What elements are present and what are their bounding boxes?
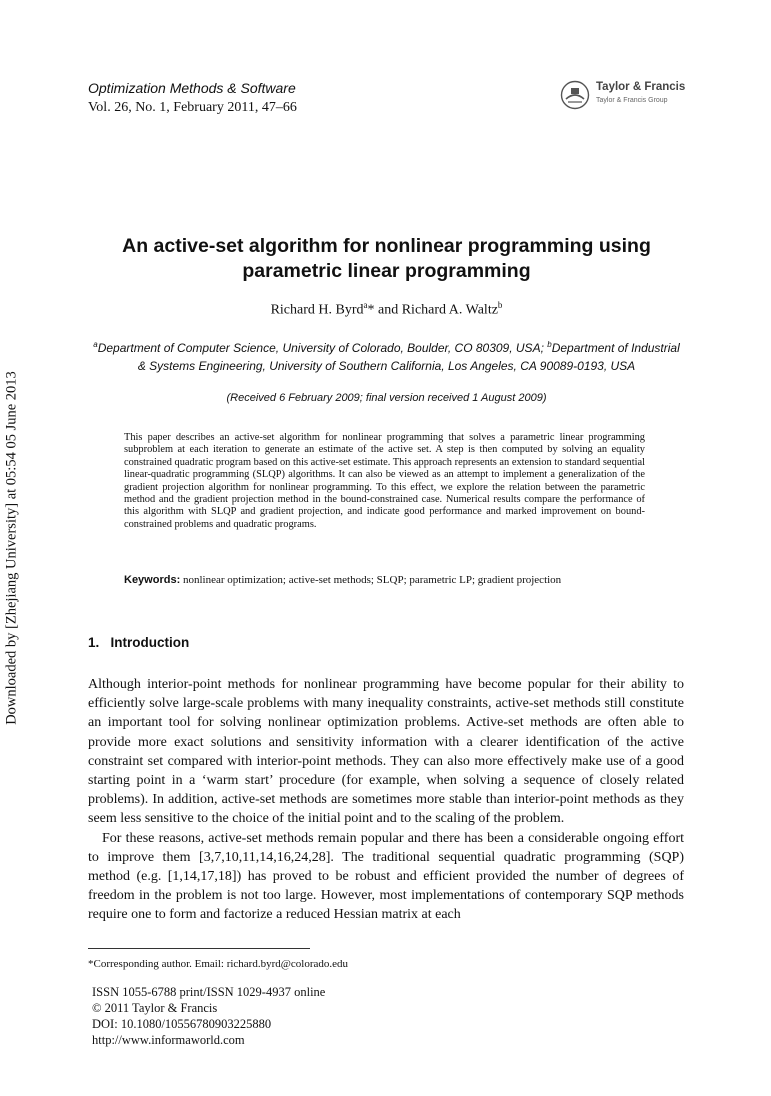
body-text xyxy=(88,675,684,925)
section-heading xyxy=(88,635,189,650)
footnote-rule xyxy=(88,948,310,949)
author-byrd-affil: a xyxy=(363,300,368,310)
keywords-text: nonlinear optimization; active-set methods; SLQP; parametric LP; gradient projection xyxy=(183,574,562,586)
corresponding-mark: * xyxy=(367,302,375,318)
author-waltz-affil: b xyxy=(497,300,503,310)
affil-b: Department of Industrial & Systems Engineering, University of Southern California, Los Angeles, CA 90089-0193, USA xyxy=(137,341,680,373)
affil-a-mark: a xyxy=(93,340,98,349)
publisher-group: Taylor & Francis Group xyxy=(596,97,668,104)
paper-title: An active-set algorithm for nonlinear programming using parametric linear programming xyxy=(122,235,651,282)
affiliations xyxy=(88,336,685,375)
affil-a: Department of Computer Science, University of Colorado, Boulder, CO 80309, USA; xyxy=(97,341,548,355)
author-byrd: Richard H. Byrd xyxy=(270,302,364,318)
received-dates: (Received 6 February 2009; final version received 1 August 2009) xyxy=(226,392,547,404)
publisher-name: Taylor & Francis xyxy=(596,81,686,93)
issn-line: ISSN 1055-6788 print/ISSN 1029-4937 online xyxy=(92,985,326,999)
publisher-emblem-icon xyxy=(560,80,590,110)
publisher-logo xyxy=(560,80,700,114)
paragraph: For these reasons, active-set methods remain popular and there has been a considerable ongoing effort to improve them [3,7,10,11,14,16,24,28]. The traditional sequential quadratic programming (SQP) method (e.g. [1,14,17,18]) has proved to be robust and efficient provided the number of degrees of freedom in the problem is not too large. However, most implementations of contemporary SQP methods require one to form and factorize a reduced Hessian matrix at each xyxy=(88,830,684,923)
section-number: 1. xyxy=(88,635,100,650)
download-watermark: Downloaded by [Zhejiang University] at 05:54 05 June 2013 xyxy=(3,371,20,725)
doi-line: DOI: 10.1080/10556780903225880 xyxy=(92,1017,272,1031)
author-and: and xyxy=(374,302,402,318)
journal-header xyxy=(88,79,297,117)
keywords-label: Keywords: xyxy=(124,574,181,586)
keywords xyxy=(124,574,664,586)
paragraph: Although interior-point methods for nonlinear programming have become popular for their ability to efficiently solve large-scale problems with many inequality constraints, active-set methods still constitute an important tool for solving nonlinear optimization problems. Active-set methods are often able to provide more exact solutions and sensitivity information with a clearer identification of the active constraint set compared with interior-point methods. They can also more effectively make use of a good starting point in a ‘warm start’ procedure (for example, when solving a sequence of closely related problems). In addition, active-set methods are sometimes more stable than interior-point methods as they seem less sensitive to the choice of the initial point and to the scaling of the problem. xyxy=(88,677,684,827)
issn-block xyxy=(92,984,325,1048)
author-waltz: Richard A. Waltz xyxy=(401,302,498,318)
url-line: http://www.informaworld.com xyxy=(92,1033,245,1047)
author-line xyxy=(88,300,685,319)
section-title: Introduction xyxy=(110,635,190,650)
abstract: This paper describes an active-set algorithm for nonlinear programming that solves a parametric linear programming subproblem at each iteration to generate an estimate of the active set. A step is then computed by solving an equality constrained quadratic program based on this active-set estimate. This approach represents an extension to standard sequential linear-quadratic programming (SLQP) algorithms. It can also be viewed as an attempt to implement a generalization of the gradient projection algorithm for nonlinear programming. To this effect, we explore the relation between the parametric method and the gradient projection method in the bound-constrained case. Numerical results compare the performance of this algorithm with SLQP and gradient projection, and indicate good performance and marked improvement on bound-constrained problems and quadratic programs. xyxy=(124,432,645,530)
copyright-line: © 2011 Taylor & Francis xyxy=(92,1001,218,1015)
journal-volume: Vol. 26, No. 1, February 2011, 47–66 xyxy=(88,100,297,115)
affil-b-mark: b xyxy=(547,340,552,349)
journal-name: Optimization Methods & Software xyxy=(88,80,296,96)
footnote: *Corresponding author. Email: richard.byrd@colorado.edu xyxy=(88,958,349,970)
